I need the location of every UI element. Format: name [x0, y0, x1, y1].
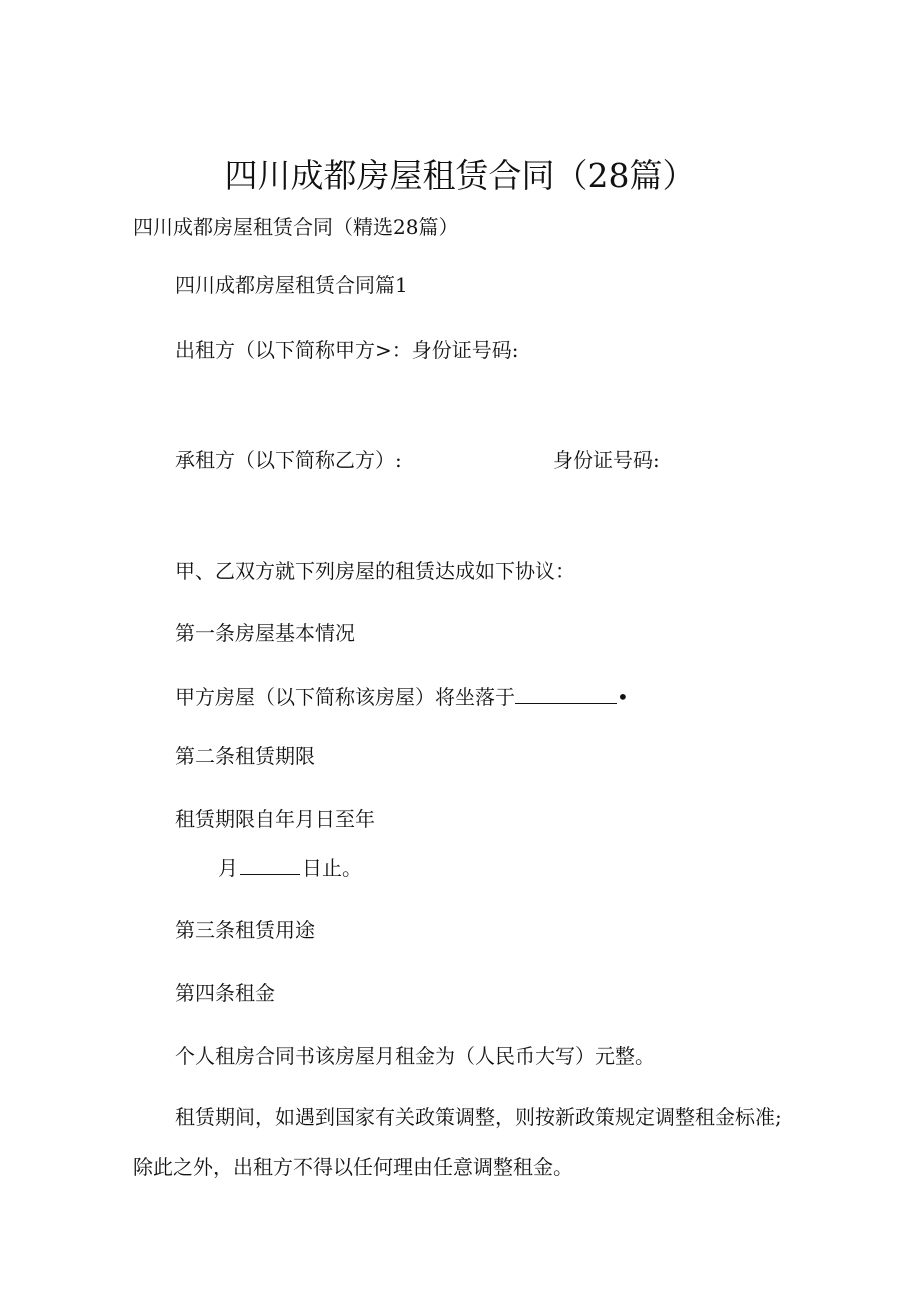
lessor-label: 出租方（以下简称甲方>：身份证号码:: [175, 338, 519, 362]
article4-title: 第四条租金: [175, 981, 275, 1005]
month-label: 月: [218, 856, 238, 880]
lessee-id-label: 身份证号码:: [553, 448, 660, 472]
document-title: 四川成都房屋租赁合同（28篇）: [224, 156, 696, 195]
article2-title: 第二条租赁期限: [175, 744, 315, 768]
location-blank: [515, 685, 617, 704]
end-day-label: 日止。: [302, 856, 362, 880]
article1-end-mark: •: [617, 685, 629, 709]
article1-text: 甲方房屋（以下简称该房屋）将坐落于: [175, 685, 515, 709]
article4-text: 个人租房合同书该房屋月租金为（人民币大写）元整。: [175, 1044, 655, 1068]
section-heading: 四川成都房屋租赁合同篇1: [175, 273, 408, 297]
article2-text-1: 租赁期限自年月日至年: [175, 807, 375, 831]
article1-title: 第一条房屋基本情况: [175, 621, 355, 645]
rent-adjust-line-2: 除此之外，出租方不得以任何理由任意调整租金。: [133, 1155, 573, 1179]
day-blank: [240, 856, 300, 875]
document-subtitle: 四川成都房屋租赁合同（精选28篇）: [133, 215, 459, 239]
rent-adjust-line-1: 租赁期间，如遇到国家有关政策调整，则按新政策规定调整租金标准;: [175, 1105, 782, 1129]
article1-text-line: [175, 685, 629, 709]
lessee-label: 承租方（以下简称乙方）:: [175, 448, 402, 472]
article2-text-2: [218, 856, 362, 880]
agreement-intro: 甲、乙双方就下列房屋的租赁达成如下协议：: [175, 559, 575, 583]
article3-title: 第三条租赁用途: [175, 918, 315, 942]
